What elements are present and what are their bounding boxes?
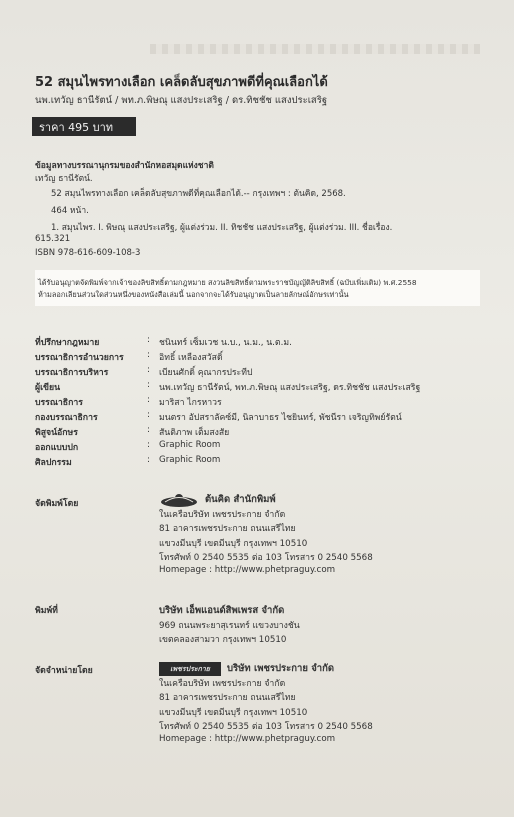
cip-author: เทวัญ ธานีรัตน์. xyxy=(35,174,93,184)
credit-colon: : xyxy=(147,425,150,435)
price-label: ราคา 495 บาท xyxy=(39,120,114,134)
credit-role: บรรณาธิการอำนวยการ xyxy=(35,353,124,363)
credit-name: เบียนศักดิ์ คุณากรประทีป xyxy=(159,368,253,378)
book-title: 52 สมุนไพรทางเลือก เคล็ดลับสุขภาพดีที่คุณเลือกได้ xyxy=(35,75,328,90)
publisher-line: แขวงมีนบุรี เขตมีนบุรี กรุงเทพฯ 10510 xyxy=(159,538,308,549)
cip-subjects: 1. สมุนไพร. I. พิษณุ แสงประเสริฐ, ผู้แต่งร่วม. II. ทิชชัช แสงประเสริฐ, ผู้แต่งร่วม. III. ชื่อเรื่อง. xyxy=(51,223,393,233)
credit-name: สันติภาพ เต็มสงสัย xyxy=(159,428,230,438)
credit-name: มนตรา อัปสราลัคซ์มี, นิลาบาธร ไชยินทร์, พัชนีรา เจริญทิพย์รัตน์ xyxy=(159,413,402,423)
credit-colon: : xyxy=(147,350,150,360)
cip-pages: 464 หน้า. xyxy=(51,206,89,216)
printer-name: บริษัท เอ็พแอนด์สิพเพรส จำกัด xyxy=(159,605,285,616)
distributor-logo: เพชรประกาย xyxy=(159,662,221,676)
credit-colon: : xyxy=(147,335,150,345)
credit-name: นพ.เทวัญ ธานีรัตน์, พท.ภ.พิษณุ แสงประเสริฐ, ดร.ทิชชัช แสงประเสริฐ xyxy=(159,383,421,393)
notice-line: ห้ามลอกเลียนส่วนใดส่วนหนึ่งของหนังสือเล่มนี้ นอกจากจะได้รับอนุญาตเป็นลายลักษณ์อักษรเท่านั้น xyxy=(38,290,349,299)
credit-role: ผู้เขียน xyxy=(35,383,61,393)
credit-name: มาริสา ไกรหาวร xyxy=(159,398,222,408)
credit-role: ศิลปกรรม xyxy=(35,458,72,468)
distributor-details xyxy=(159,661,373,748)
credit-name: Graphic Room xyxy=(159,440,221,450)
credit-name: Graphic Room xyxy=(159,455,221,465)
distributor-label: จัดจำหน่ายโดย xyxy=(35,666,93,676)
printer-label: พิมพ์ที่ xyxy=(35,606,58,616)
distributor-homepage: Homepage : http://www.phetpraguy.com xyxy=(159,733,336,744)
publisher-name-line xyxy=(159,492,373,507)
publisher-details xyxy=(159,492,373,579)
credit-role: ออกแบบปก xyxy=(35,443,79,453)
cip-title: 52 สมุนไพรทางเลือก เคล็ดลับสุขภาพดีที่คุณเลือกได้.-- กรุงเทพฯ : ต้นคิด, 2568. xyxy=(51,189,346,199)
distributor-line: แขวงมีนบุรี เขตมีนบุรี กรุงเทพฯ 10510 xyxy=(159,707,308,718)
cip-classification: 615.321 xyxy=(35,234,71,244)
distributor-line: 81 อาคารเพชรประกาย ถนนเสรีไทย xyxy=(159,693,296,703)
credit-name: อิทธิ์ เหลืองสวัสดิ์ xyxy=(159,353,223,363)
publisher-line: 81 อาคารเพชรประกาย ถนนเสรีไทย xyxy=(159,524,296,534)
credit-name: ชนินทร์ เซ็มเวช น.บ., น.ม., น.ต.ม. xyxy=(159,338,292,348)
publisher-homepage: Homepage : http://www.phetpraguy.com xyxy=(159,564,336,575)
distributor-name: บริษัท เพชรประกาย จำกัด xyxy=(227,663,335,674)
credit-colon: : xyxy=(147,365,150,375)
cip-isbn: ISBN 978-616-609-108-3 xyxy=(35,248,141,258)
show-through-text xyxy=(150,44,480,54)
book-authors: นพ.เทวัญ ธานีรัตน์ / พท.ภ.พิษณุ แสงประเสริฐ / ดร.ทิชชัช แสงประเสริฐ xyxy=(35,95,328,106)
credit-colon: : xyxy=(147,455,150,465)
publisher-line: ในเครือบริษัท เพชรประกาย จำกัด xyxy=(159,509,286,520)
credit-colon: : xyxy=(147,440,150,450)
credit-role: กองบรรณาธิการ xyxy=(35,413,98,423)
credit-colon: : xyxy=(147,395,150,405)
copyright-notice xyxy=(35,270,480,306)
cip-heading: ข้อมูลทางบรรณานุกรมของสำนักหอสมุดแห่งชาติ xyxy=(35,161,214,171)
credit-role: ที่ปรึกษากฎหมาย xyxy=(35,338,100,348)
notice-line: ได้รับอนุญาตจัดพิมพ์จากเจ้าของลิขสิทธิ์ตามกฎหมาย สงวนลิขสิทธิ์ตามพระราชบัญญัติลิขสิทธิ์ (ฉบับเพิ่มเติม) พ.ศ.2558 xyxy=(38,278,417,287)
credit-colon: : xyxy=(147,410,150,420)
publisher-name: ต้นคิด สำนักพิมพ์ xyxy=(205,494,276,505)
distributor-name-line xyxy=(159,661,373,676)
publisher-label: จัดพิมพ์โดย xyxy=(35,499,79,509)
credit-role: พิสูจน์อักษร xyxy=(35,428,78,438)
printer-line: 969 ถนนพระยาสุเรนทร์ แขวงบางชัน xyxy=(159,620,300,631)
printer-details xyxy=(159,603,300,647)
printer-line: เขตคลองสามวา กรุงเทพฯ 10510 xyxy=(159,635,287,645)
credit-role: บรรณาธิการ xyxy=(35,398,83,408)
credit-colon: : xyxy=(147,380,150,390)
publisher-logo-icon xyxy=(159,493,199,507)
publisher-line: โทรศัพท์ 0 2540 5535 ต่อ 103 โทรสาร 0 2540 5568 xyxy=(159,553,373,563)
price-badge xyxy=(32,117,136,136)
credit-role: บรรณาธิการบริหาร xyxy=(35,368,109,378)
distributor-line: โทรศัพท์ 0 2540 5535 ต่อ 103 โทรสาร 0 2540 5568 xyxy=(159,722,373,732)
distributor-line: ในเครือบริษัท เพชรประกาย จำกัด xyxy=(159,678,286,689)
